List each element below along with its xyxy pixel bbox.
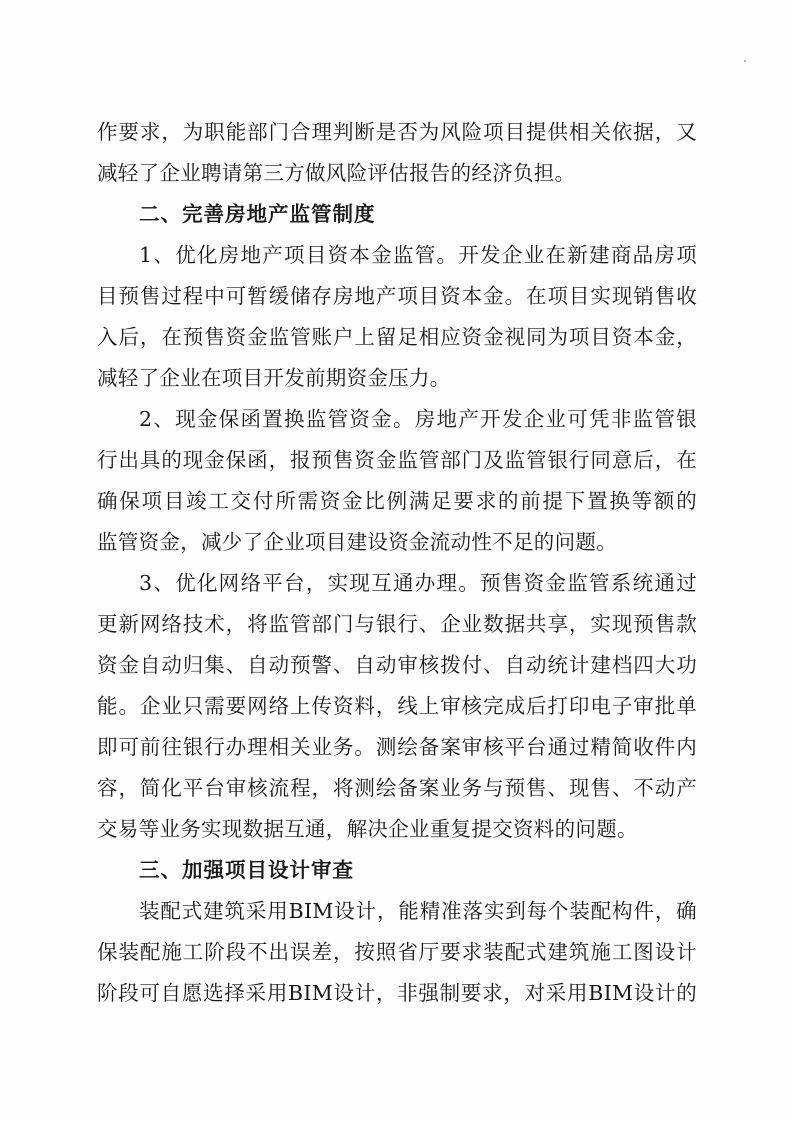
section-heading: 三、加强项目设计审查 [139, 858, 354, 882]
text-line: 3、优化网络平台，实现互通办理。预售资金监管系统通过 [139, 571, 697, 595]
section-heading: 二、完善房地产监管制度 [139, 202, 376, 226]
text-line: 容，简化平台审核流程，将测绘备案业务与预售、现售、不动产 [97, 776, 697, 800]
text-line: 保装配施工阶段不出误差，按照省厅要求装配式建筑施工图设计 [97, 940, 697, 964]
text-line: 入后，在预售资金监管账户上留足相应资金视同为项目资本金， [97, 325, 697, 349]
text-line: 1、优化房地产项目资本金监管。开发企业在新建商品房项 [139, 243, 697, 267]
text-line: 装配式建筑采用BIM设计，能精准落实到每个装配构件，确 [139, 899, 697, 923]
text-line: 监管资金，减少了企业项目建设资金流动性不足的问题。 [97, 530, 617, 554]
text-line: 行出具的现金保函，报预售资金监管部门及监管银行同意后，在 [97, 448, 697, 472]
text-line: 能。企业只需要网络上传资料，线上审核完成后打印电子审批单 [97, 694, 697, 718]
text-line: 2、现金保函置换监管资金。房地产开发企业可凭非监管银 [139, 407, 697, 431]
text-line: 交易等业务实现数据互通，解决企业重复提交资料的问题。 [97, 817, 638, 841]
text-line: 确保项目竣工交付所需资金比例满足要求的前提下置换等额的 [97, 489, 697, 513]
text-line: 阶段可自愿选择采用BIM设计，非强制要求，对采用BIM设计的 [97, 981, 697, 1005]
text-line: 目预售过程中可暂缓储存房地产项目资本金。在项目实现销售收 [97, 284, 697, 308]
text-line: 即可前往银行办理相关业务。测绘备案审核平台通过精简收件内 [97, 735, 697, 759]
text-line: 更新网络技术，将监管部门与银行、企业数据共享，实现预售款 [97, 612, 697, 636]
scan-speck [744, 60, 746, 62]
text-line: 作要求，为职能部门合理判断是否为风险项目提供相关依据，又 [97, 120, 697, 144]
text-line: 资金自动归集、自动预警、自动审核拨付、自动统计建档四大功 [97, 653, 697, 677]
text-line: 减轻了企业聘请第三方做风险评估报告的经济负担。 [97, 161, 576, 185]
text-line: 减轻了企业在项目开发前期资金压力。 [97, 366, 451, 390]
